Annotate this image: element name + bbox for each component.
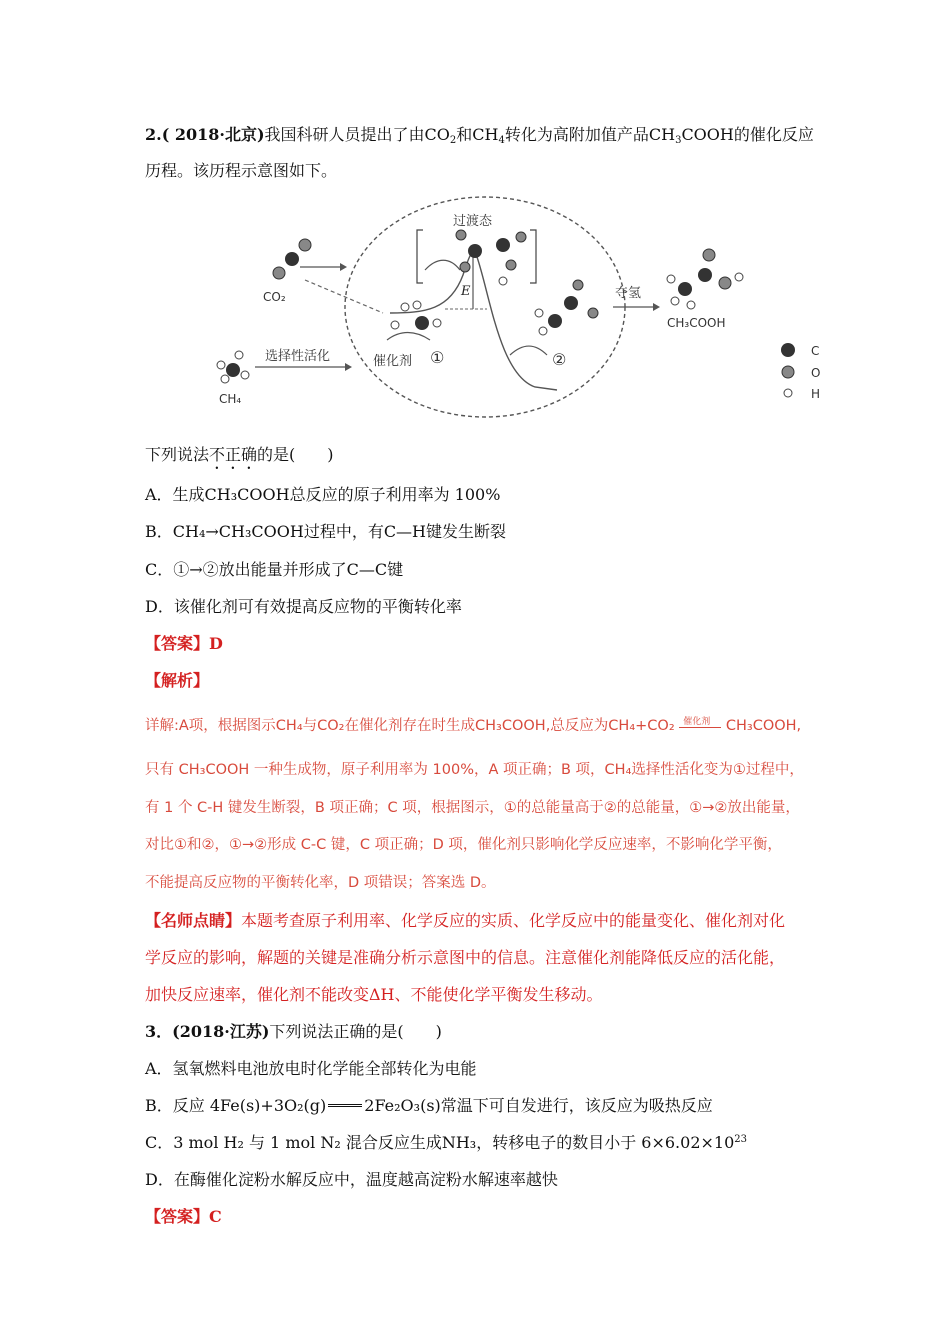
q3-stem-text: 下列说法正确的是( ) — [269, 1022, 442, 1041]
q2-tip-text: 本题考查原子利用率、化学反应的实质、化学反应中的能量变化、催化剂对化 — [241, 911, 786, 930]
q2-prompt-part: 下列说法 — [145, 445, 210, 464]
legend-c-swatch — [781, 343, 795, 357]
co2-dashed-arrow — [305, 280, 383, 313]
label-step1: ① — [430, 348, 445, 367]
q2-prompt-emphasis: 不正确 — [209, 445, 258, 464]
step2-o-atom — [588, 308, 598, 318]
product-h-atom — [667, 275, 675, 283]
label-dehydrogenation: 夺氢 — [615, 286, 642, 301]
co2-c-atom — [285, 252, 299, 266]
q2-stem-line2: 历程。该历程示意图如下。 — [145, 161, 338, 180]
q2-stem-part: 转化为高附加值产品CH — [504, 125, 676, 144]
q2-tip-line3: 加快反应速率，催化剂不能改变ΔH、不能使化学平衡发生移动。 — [145, 985, 603, 1004]
label-product: CH₃COOH — [667, 316, 726, 330]
q2-stem-line1: 2.( 2018·北京)我国科研人员提出了由$CO_2$和$CH_4$转化为高附加值产品$CH_3COOH$的催化反应 — [145, 125, 814, 146]
step2-c-atom — [564, 296, 578, 310]
product-o-atom — [703, 249, 715, 261]
product-o-atom — [719, 277, 731, 289]
label-catalyst: 催化剂 — [373, 354, 413, 369]
q2-answer-value: D — [209, 634, 223, 653]
catalyst-arrow — [679, 716, 721, 728]
q2-prompt — [145, 444, 334, 473]
product-h-atom — [735, 273, 743, 281]
q2-option-b: B．CH₄→CH₃COOH过程中，有C—H键发生断裂 — [145, 522, 507, 541]
q2-detail-line3: 有 1 个 C-H 键发生断裂，B 项正确；C 项，根据图示，①的总能量高于②的总能量，①→②放出能量， — [145, 800, 800, 816]
transition-bracket-right — [530, 230, 536, 283]
ts-h-atom — [499, 277, 507, 285]
q2-answer — [145, 633, 223, 655]
step2-o-atom — [573, 280, 583, 290]
step2-catalyst-surface — [510, 346, 547, 355]
co2-o-atom — [273, 267, 285, 279]
ts-o-atom — [506, 260, 516, 270]
q2-answer-label: 【答案】 — [145, 634, 210, 653]
ch4-h-atom — [241, 371, 249, 379]
ch4-h-atom — [221, 375, 229, 383]
step2-h-atom — [539, 327, 547, 335]
transition-bracket-left — [417, 230, 423, 283]
label-selective: 选择性活化 — [265, 349, 331, 364]
ts-catalyst-surface — [425, 260, 460, 270]
ts-c-atom — [496, 238, 510, 252]
ts-o-atom — [456, 230, 466, 240]
q3-option-b — [145, 1095, 713, 1117]
q3-answer-label: 【答案】 — [145, 1207, 210, 1226]
label-co2: CO₂ — [263, 290, 286, 304]
step1-h-atom — [413, 301, 421, 309]
q2-source: ( 2018·北京) — [161, 125, 265, 144]
step1-c-atom — [415, 316, 429, 330]
step1-h-atom — [401, 303, 409, 311]
ts-o-atom — [460, 262, 470, 272]
q3-option-c — [145, 1132, 747, 1154]
legend-o-swatch — [782, 366, 794, 378]
q3-option-c-text: C．3 mol H₂ 与 1 mol N₂ 混合反应生成NH₃，转移电子的数目小于 6×6.02×10 — [145, 1133, 735, 1152]
ch4-arrowhead — [345, 363, 352, 371]
label-step2: ② — [552, 350, 567, 369]
dehydrogenation-arrowhead — [653, 303, 660, 311]
ts-c-atom — [468, 244, 482, 258]
ts-o-atom — [516, 232, 526, 242]
q2-stem-part: 我国科研人员提出了由CO — [264, 125, 450, 144]
label-transition: 过渡态 — [453, 214, 493, 229]
q2-option-c: C．①→②放出能量并形成了C—C键 — [145, 560, 404, 579]
ch4-h-atom — [217, 361, 225, 369]
q2-analysis-label: 【解析】 — [145, 671, 210, 690]
q3-option-b-part: B．反应 4Fe(s)+3O₂(g) — [145, 1096, 327, 1115]
step2-c-atom — [548, 314, 562, 328]
legend-o-label: O — [811, 366, 821, 380]
co2-o-atom — [299, 239, 311, 251]
step2-h-atom — [535, 309, 543, 317]
legend-c-label: C — [811, 344, 820, 358]
catalyst-arrow-label: 催化剂 — [683, 716, 711, 727]
reaction-zone-ellipse — [345, 197, 625, 417]
q2-tip-line2: 学反应的影响，解题的关键是准确分析示意图中的信息。注意催化剂能降低反应的活化能， — [145, 948, 786, 967]
equals-sign — [328, 1104, 362, 1107]
catalyst-surface — [387, 333, 430, 341]
reaction-diagram — [205, 195, 845, 430]
q2-stem-part: 和CH — [456, 125, 499, 144]
q2-detail-line1 — [145, 715, 801, 737]
q2-option-d: D．该催化剂可有效提高反应物的平衡转化率 — [145, 597, 462, 616]
product-c-atom — [698, 268, 712, 282]
q3-option-a: A．氢氧燃料电池放电时化学能全部转化为电能 — [145, 1059, 477, 1078]
legend-h-label: H — [811, 387, 821, 401]
product-h-atom — [687, 301, 695, 309]
q2-tip-line1 — [145, 910, 785, 932]
product-c-atom — [678, 282, 692, 296]
q2-detail-part: 详解:A项，根据图示CH₄与CO₂在催化剂存在时生成CH₃COOH,总反应为CH₄+CO₂ — [145, 718, 675, 734]
q3-option-d: D．在酶催化淀粉水解反应中，温度越高淀粉水解速率越快 — [145, 1170, 558, 1189]
co2-arrowhead — [340, 263, 347, 271]
q2-detail-line4: 对比①和②，①→②形成 C-C 键，C 项正确；D 项，催化剂只影响化学反应速率，不影响化学平衡， — [145, 837, 782, 853]
legend-h-swatch — [784, 389, 792, 397]
ch4-h-atom — [235, 351, 243, 359]
q2-detail-line5: 不能提高反应物的平衡转化率，D 项错误；答案选 D。 — [145, 875, 496, 891]
q3-number: 3． — [145, 1022, 173, 1041]
step1-h-atom — [391, 321, 399, 329]
q3-option-c-exponent: 23 — [734, 1134, 747, 1145]
q2-detail-line2: 只有 CH₃COOH 一种生成物，原子利用率为 100%，A 项正确；B 项，CH₄选择性活化变为①过程中， — [145, 762, 804, 778]
q3-answer-value: C — [209, 1207, 222, 1226]
q2-prompt-part: 的是( ) — [257, 445, 334, 464]
q3-source: (2018·江苏) — [172, 1022, 270, 1041]
q2-tip-label: 【名师点睛】 — [145, 911, 242, 930]
step1-h-atom — [433, 319, 441, 327]
q2-option-a: A．生成CH₃COOH总反应的原子利用率为 100% — [145, 485, 501, 504]
q2-detail-part: CH₃COOH, — [725, 718, 802, 734]
ch4-c-atom — [226, 363, 240, 377]
q3-stem — [145, 1021, 442, 1043]
label-ch4: CH₄ — [219, 392, 242, 406]
q2-stem-part: COOH的催化反应 — [681, 125, 814, 144]
q2-number: 2. — [145, 125, 162, 144]
q3-option-b-part: 2Fe₂O₃(s)常温下可自发进行，该反应为吸热反应 — [364, 1096, 713, 1115]
q3-answer — [145, 1206, 222, 1228]
label-energy: E — [461, 284, 471, 299]
product-h-atom — [671, 297, 679, 305]
